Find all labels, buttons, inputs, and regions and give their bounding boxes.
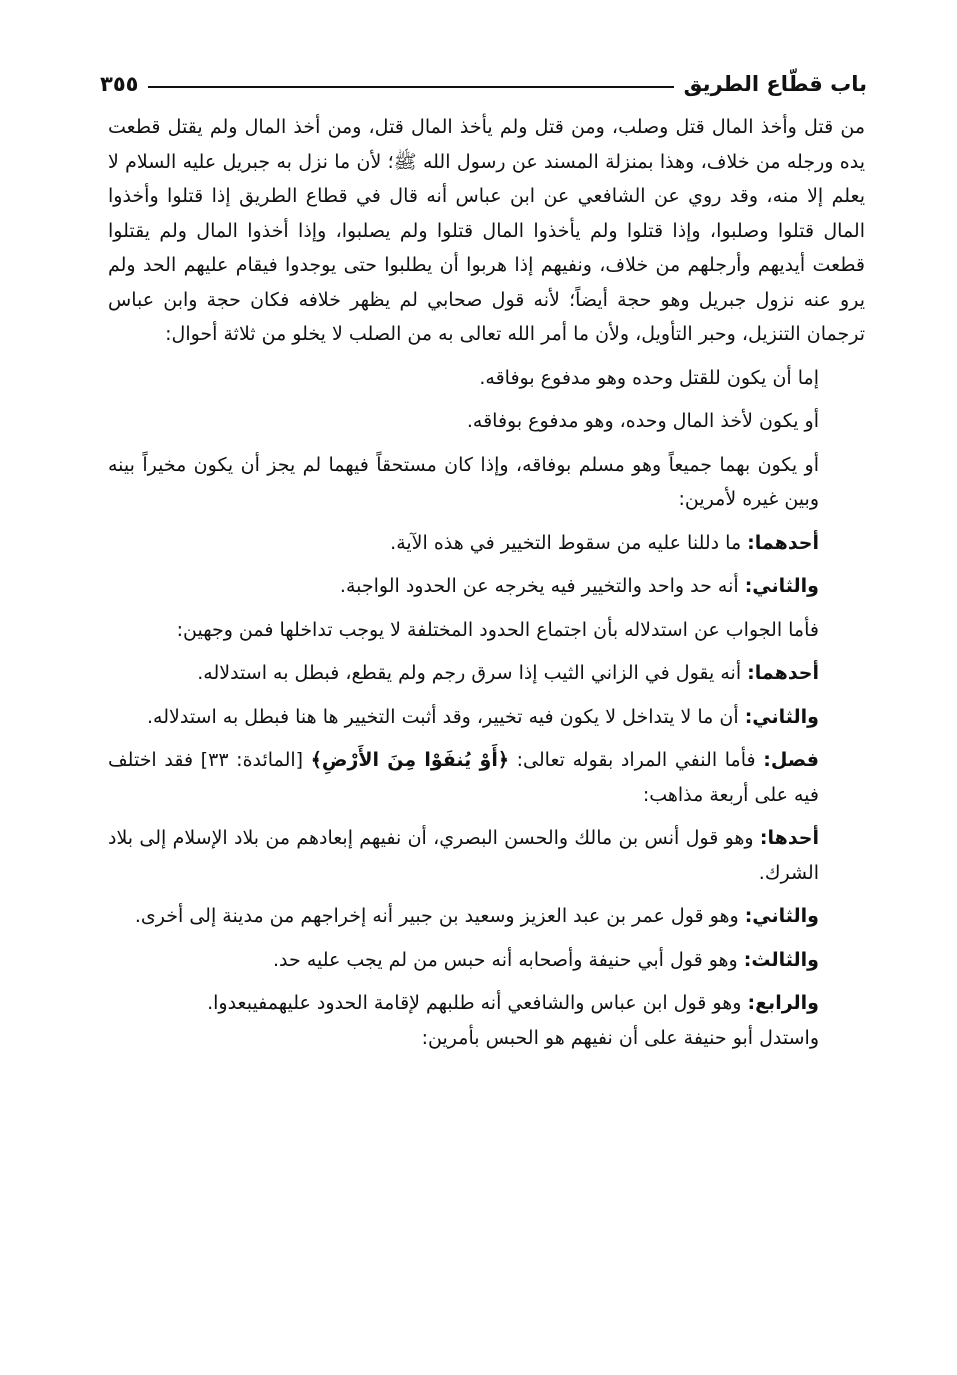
paragraph (108, 656, 865, 691)
running-header (100, 62, 867, 96)
paragraph-text: واستدل أبو حنيفة على أن نفيهم هو الحبس بأمرين: (421, 1026, 819, 1049)
paragraph-text: أو يكون بهما جميعاً وهو مسلم بوفاقه، وإذا كان مستحقاً فيهما لم يجز أن يكون مخيراً بينه وبين غيره لأمرين: (108, 453, 819, 510)
paragraph-lead: والرابع: (747, 992, 819, 1014)
paragraph-text: وهو قول أنس بن مالك والحسن البصري، أن نفيهم إبعادهم من بلاد الإسلام إلى بلاد الشرك. (108, 827, 819, 884)
paragraph (108, 821, 865, 890)
page-number: ٣٥٥ (100, 72, 139, 96)
header-rule (148, 86, 673, 88)
chapter-title: باب قطّاع الطريق (683, 72, 867, 96)
section-paragraph (108, 743, 865, 812)
paragraph-lead: أحدهما: (747, 662, 819, 684)
paragraph (108, 448, 865, 517)
paragraph (108, 361, 865, 396)
paragraph (108, 569, 865, 604)
paragraph-text: من قتل وأخذ المال قتل وصلب، ومن قتل ولم يأخذ المال قتل، ومن أخذ المال ولم يقتل قطعت يده ورجله من خلاف، وهذا بمنزلة المسند عن رسول الله ﷺ؛ لأن ما نزل به جبريل عليه السلام لا يعلم إلا منه، وقد روي عن الشافعي عن ابن عباس أنه قال في قطاع الطريق إذا قتلوا وأخذوا المال قتلوا وصلبوا، وإذا قتلوا ولم يأخذوا المال قتلوا ولم يصلبوا، وإذا أخذوا المال ولم يقتلوا قطعت أيديهم وأرجلهم من خلاف، ونفيهم إذا هربوا أن يطلبوا حتى يوجدوا فيقام عليهم الحد ولم يرو عنه نزول جبريل وهو حجة أيضاً؛ لأنه قول صحابي لم يظهر خلافه فكان حجة وابن عباس ترجمان التنزيل، وحبر التأويل، ولأن ما أمر الله تعالى به من الصلب لا يخلو من ثلاثة أحوال: (108, 116, 865, 345)
paragraph-text: إما أن يكون للقتل وحده وهو مدفوع بوفاقه. (479, 366, 819, 389)
paragraph (108, 943, 865, 978)
paragraph-lead: أحدها: (759, 827, 819, 849)
paragraph-lead: والثالث: (743, 948, 819, 971)
paragraph-text: ما دللنا عليه من سقوط التخيير في هذه الآية. (390, 531, 742, 554)
paragraph-text: أن ما لا يتداخل لا يكون فيه تخيير، وقد أثبت التخيير ها هنا فبطل به استدلاله. (147, 705, 739, 728)
paragraph-text: فأما النفي المراد بقوله تعالى: (516, 749, 756, 771)
paragraph-text: وهو قول عمر بن عبد العزيز وسعيد بن جبير أنه إخراجهم من مدينة إلى أخرى. (134, 905, 739, 927)
paragraph-text: [المائدة: ٣٣] فقد اختلف فيه على أربعة مذاهب: (108, 749, 819, 806)
paragraph (108, 899, 865, 934)
paragraph (108, 1021, 865, 1056)
page-body (108, 110, 865, 1055)
paragraph-lead: أحدهما: (747, 531, 819, 554)
paragraph (108, 700, 865, 735)
paragraph-text: فأما الجواب عن استدلاله بأن اجتماع الحدود المختلفة لا يوجب تداخلها فمن وجهين: (176, 618, 819, 641)
paragraph-text: أنه يقول في الزاني الثيب إذا سرق رجم ولم يقطع، فبطل به استدلاله. (197, 662, 742, 684)
paragraph-text: وهو قول ابن عباس والشافعي أنه طلبهم لإقامة الحدود عليهمفيبعدوا. (207, 992, 742, 1014)
paragraph-lead: والثاني: (744, 905, 819, 927)
paragraph-lead: والثاني: (744, 575, 819, 597)
paragraph-text: وهو قول أبي حنيفة وأصحابه أنه حبس من لم يجب عليه حد. (273, 948, 738, 971)
quran-verse: ﴿أَوْ يُنفَوْا مِنَ الأَرْضِ﴾ (310, 749, 509, 771)
paragraph (108, 613, 865, 648)
paragraph-text: أو يكون لأخذ المال وحده، وهو مدفوع بوفاقه. (466, 410, 819, 432)
paragraph-lead: والثاني: (744, 705, 819, 728)
paragraph (108, 404, 865, 439)
paragraph-text: أنه حد واحد والتخيير فيه يخرجه عن الحدود الواجبة. (339, 575, 739, 597)
section-lead: فصل: (763, 749, 819, 771)
paragraph (108, 526, 865, 561)
paragraph (108, 986, 865, 1021)
paragraph (108, 110, 865, 352)
